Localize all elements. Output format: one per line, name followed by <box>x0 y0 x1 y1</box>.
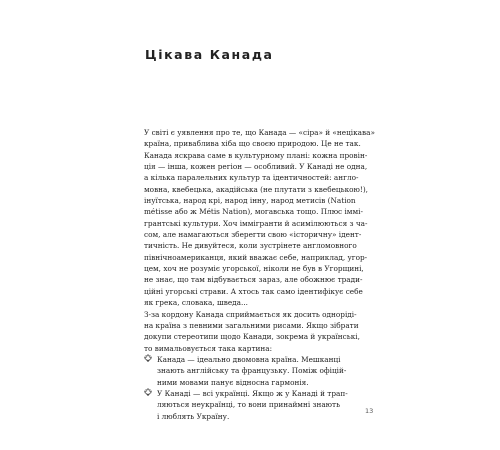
text-line: сом, але намагаються зберегти свою «історичну» ідент- <box>144 230 362 240</box>
list-item-text: У Канаді — всі українці. Якщо ж у Канаді й трап- <box>157 388 348 398</box>
text-line: то вимальовується така картина: <box>144 343 273 353</box>
page-number: 13 <box>365 407 374 415</box>
list-item <box>144 388 376 422</box>
maple-leaf-icon <box>144 354 157 366</box>
text-line: Канада яскрава саме в культурному плані: кожна провін- <box>144 150 368 160</box>
text-line: а кілька паралельних культур та ідентичностей: англо- <box>144 173 359 183</box>
text-line: на країна з певними загальними рисами. Якщо зібрати <box>144 320 359 330</box>
list-item-text: знають англійську та французьку. Поміж офіцій- <box>157 366 347 376</box>
list-item-text: Канада — ідеально двомовна країна. Мешканці <box>157 354 341 364</box>
paragraph-2 <box>144 309 376 354</box>
text-line: У світі є уявлення про те, що Канада — «сіра» й «нецікава» <box>144 128 375 137</box>
text-line: докупи стереотипи щодо Канади, зокрема й українські, <box>144 332 360 342</box>
text-line: країна, приваблива хіба що своєю природою. Це не так. <box>144 139 361 149</box>
stereotype-list <box>144 354 376 422</box>
list-item <box>144 354 376 388</box>
list-item-text: ними мовами панує відносна гармонія. <box>157 377 309 387</box>
text-line: інуїтська, народ крі, народ інну, народ метисів (Nation <box>144 196 356 206</box>
text-line: цем, хоч не розуміє угорської, ніколи не був в Угорщині, <box>144 264 364 274</box>
text-line: мовна, квебецька, акадійська (не плутати з квебецькою!), <box>144 184 368 194</box>
text-line: тичність. Не дивуйтеся, коли зустрінете англомовного <box>144 241 357 251</box>
text-line: métisse або ж Métis Nation), могавська тощо. Плюс іммі- <box>144 207 363 217</box>
text-line: грантські культури. Хоч іммігранти й асимілюються з ча- <box>144 218 368 228</box>
chapter-title: Цікава Канада <box>145 47 274 62</box>
body-text <box>144 127 376 422</box>
list-item-text: ляються неукраїнці, то вони принаймні знають <box>157 400 341 410</box>
text-line: ція — інша, кожен регіон — особливий. У Канаді не одна, <box>144 162 368 172</box>
text-line: ційні угорські страви. А хтось так само ідентифікує себе <box>144 286 363 296</box>
maple-leaf-icon <box>144 388 157 400</box>
text-line: як грека, словака, шведа... <box>144 298 248 308</box>
list-item-text: і люблять Україну. <box>157 411 230 421</box>
paragraph-1 <box>144 127 376 309</box>
text-line: північноамериканця, який вважає себе, наприклад, угор- <box>144 252 368 262</box>
text-line: не знає, що там відбувається зараз, але обожнює тради- <box>144 275 363 285</box>
text-line: З-за кордону Канада сприймається як досить одноріді- <box>144 309 357 319</box>
